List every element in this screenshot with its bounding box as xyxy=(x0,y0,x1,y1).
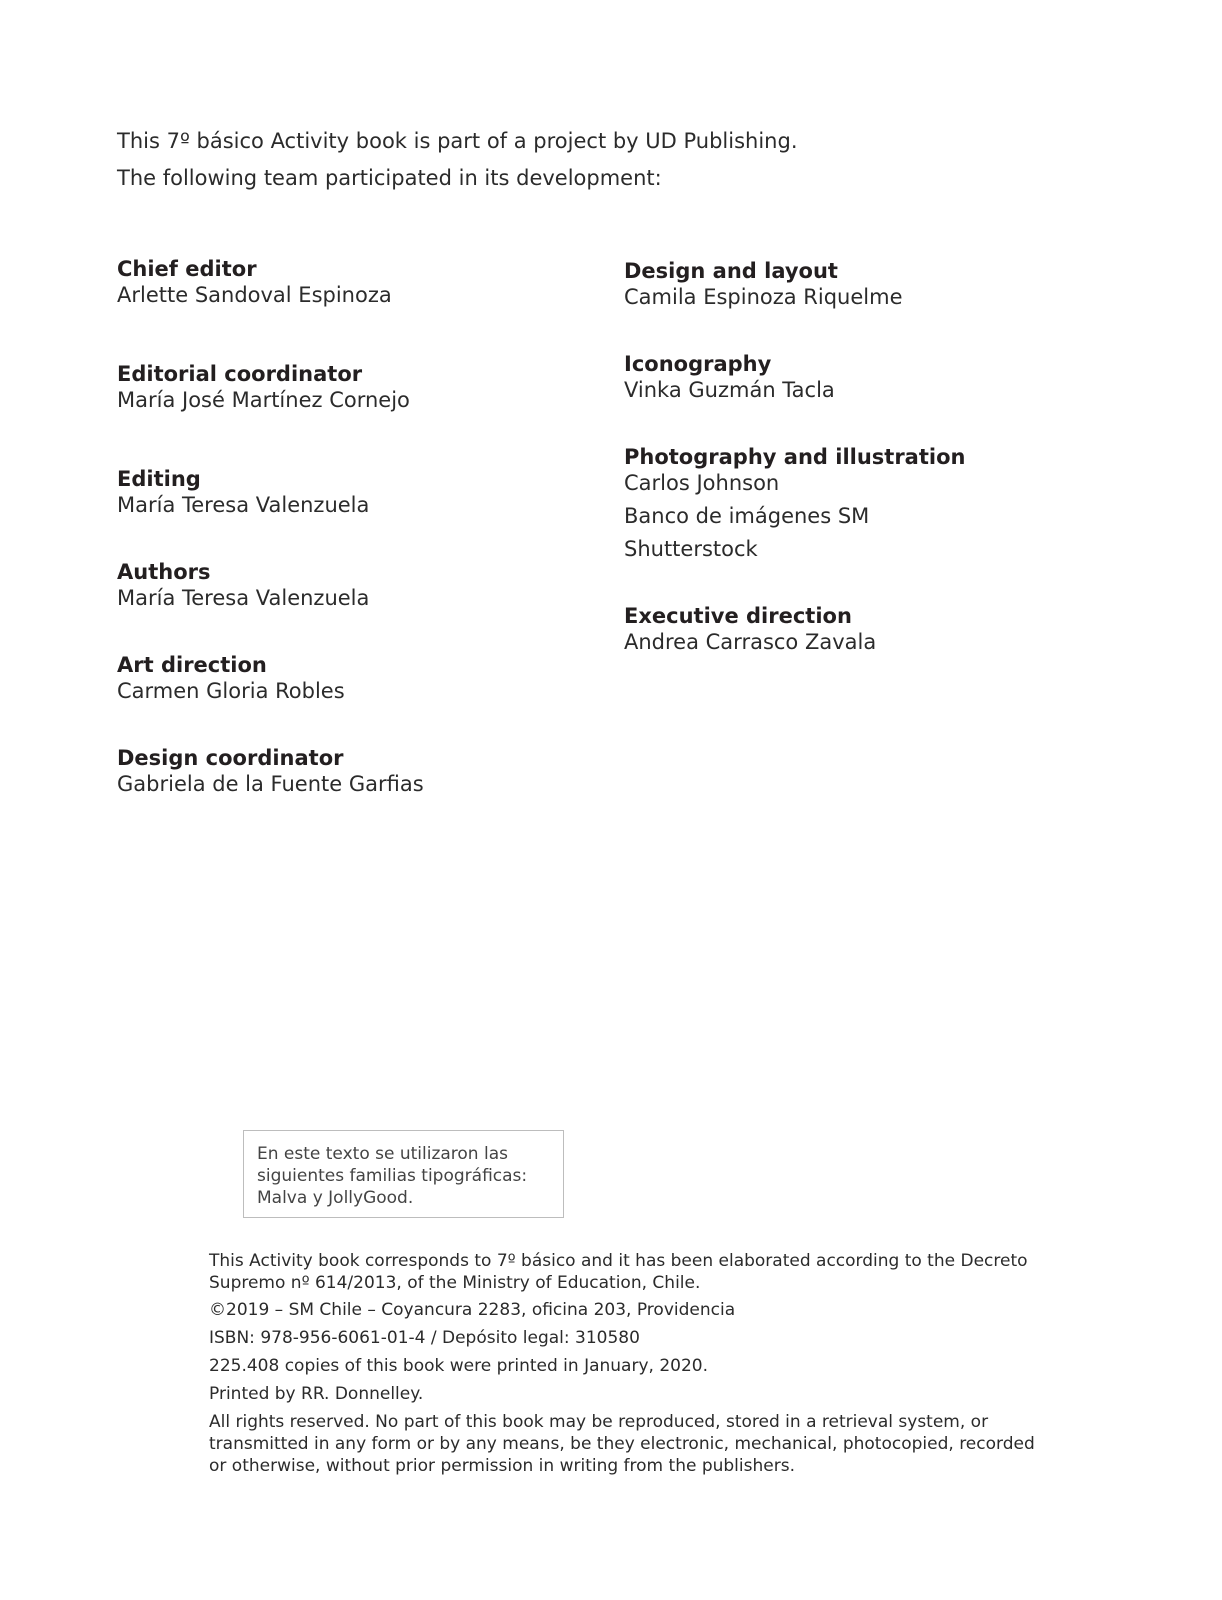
credit-name: Banco de imágenes SM xyxy=(624,504,870,528)
legal-copyright: ©2019 – SM Chile – Coyancura 2283, oficina 203, Providencia xyxy=(209,1300,736,1320)
intro-line-2: The following team participated in its development: xyxy=(117,166,662,190)
credit-name: Camila Espinoza Riquelme xyxy=(624,285,903,309)
credit-photography-illustration xyxy=(624,444,1104,562)
credit-design-coordinator xyxy=(117,745,597,797)
credit-role: Executive direction xyxy=(624,604,852,628)
credit-name: Andrea Carrasco Zavala xyxy=(624,630,877,654)
credit-name: Arlette Sandoval Espinoza xyxy=(117,283,392,307)
credit-name: María José Martínez Cornejo xyxy=(117,388,410,412)
credit-editing xyxy=(117,466,597,518)
credit-executive-direction xyxy=(624,603,1104,655)
credit-role: Art direction xyxy=(117,653,267,677)
credit-role: Editing xyxy=(117,467,201,491)
credit-name: Shutterstock xyxy=(624,537,758,561)
legal-decree: This Activity book corresponds to 7º básico and it has been elaborated according to the Decreto Supremo nº 614/2013, of the Ministry of Education, Chile. xyxy=(209,1251,1028,1293)
legal-rights: All rights reserved. No part of this book may be reproduced, stored in a retrieval system, or transmitted in any form or by any means, be they electronic, mechanical, photocopied, recorded or otherwise, without prior permission in writing from the publishers. xyxy=(209,1412,1035,1476)
credit-chief-editor xyxy=(117,256,597,308)
credit-name: Vinka Guzmán Tacla xyxy=(624,378,835,402)
credit-role: Design and layout xyxy=(624,259,838,283)
credit-design-layout xyxy=(624,258,1104,310)
credit-role: Photography and illustration xyxy=(624,445,966,469)
legal-print-run: 225.408 copies of this book were printed in January, 2020. xyxy=(209,1356,709,1376)
credit-role: Design coordinator xyxy=(117,746,344,770)
credit-authors xyxy=(117,559,597,611)
legal-isbn: ISBN: 978-956-6061-01-4 / Depósito legal: 310580 xyxy=(209,1328,640,1348)
credit-role: Editorial coordinator xyxy=(117,362,363,386)
credit-name: Gabriela de la Fuente Garfias xyxy=(117,772,424,796)
credit-editorial-coordinator xyxy=(117,361,597,413)
credit-role: Chief editor xyxy=(117,257,257,281)
credit-role: Iconography xyxy=(624,352,772,376)
credit-name: Carmen Gloria Robles xyxy=(117,679,345,703)
credit-name: Carlos Johnson xyxy=(624,471,780,495)
credit-iconography xyxy=(624,351,1104,403)
credit-role: Authors xyxy=(117,560,211,584)
intro-line-1: This 7º básico Activity book is part of a project by UD Publishing. xyxy=(117,129,798,153)
credit-name: María Teresa Valenzuela xyxy=(117,586,370,610)
credit-name: María Teresa Valenzuela xyxy=(117,493,370,517)
legal-printer: Printed by RR. Donnelley. xyxy=(209,1384,424,1404)
credit-art-direction xyxy=(117,652,597,704)
typography-note: En este texto se utilizaron las siguientes familias tipográficas: Malva y JollyGood. xyxy=(243,1130,564,1218)
